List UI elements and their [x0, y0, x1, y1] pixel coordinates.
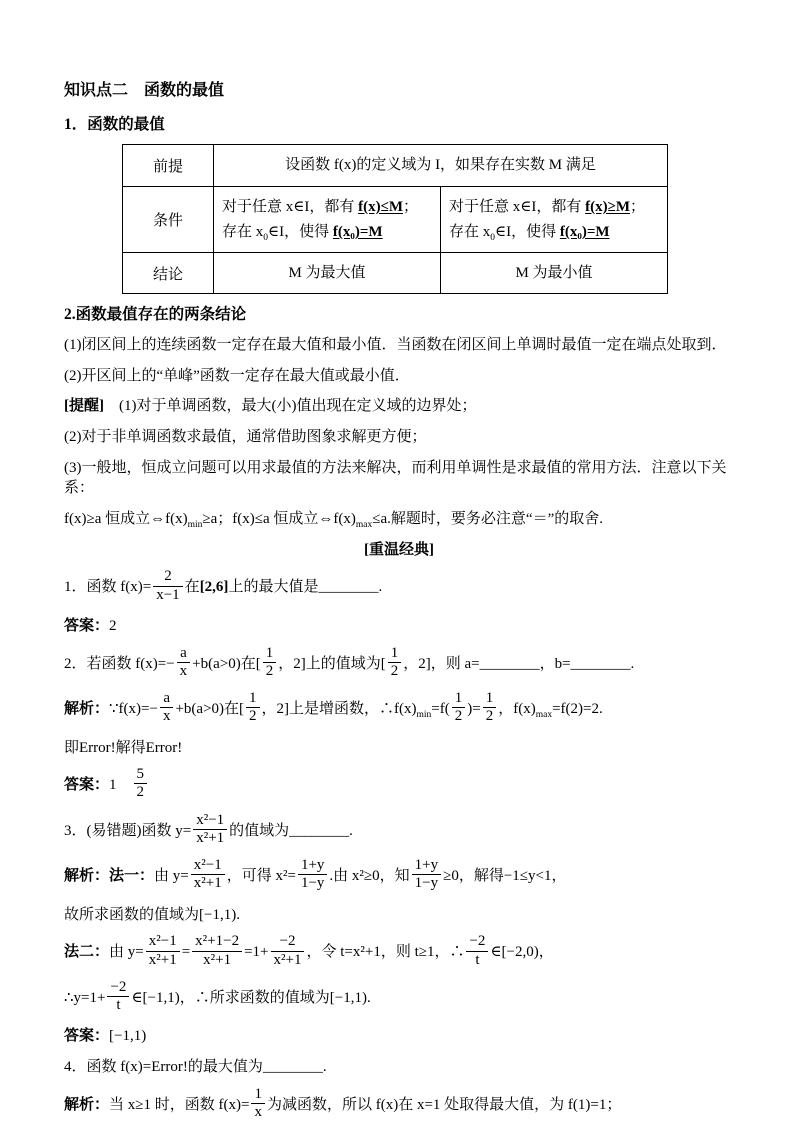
table-row [123, 186, 668, 253]
document-content [64, 80, 734, 1123]
fraction: $\frac{1}{2}$ [483, 690, 497, 726]
table-row [123, 145, 668, 186]
table-label-cell: 条件 [123, 186, 214, 253]
fraction: $\frac{-2}{\text{x²+1}}$ [271, 933, 305, 969]
conclusion-1: (1)闭区间上的连续函数一定存在最大值和最小值．当函数在闭区间上单调时最值一定在端点处取到． [64, 336, 727, 353]
fraction: $\frac{2}{x-1}$ [153, 568, 182, 604]
solution-3-method-2: 法二：由 y= $\frac{\text{x²−1}}{\text{x²+1}}$ = $\frac{\text{x²+1−2}}{\text{x²+1}}$ =1+ $\frac{-2}{\text{x²+1}}$ ，令 t=x²+1，则 t≥1，∴ $\frac{-2}{t}$ ∈[−2,0)， [64, 933, 554, 968]
section-title: 知识点二 函数的最值 [64, 82, 225, 99]
answer-3: 答案：[−1,1) [64, 1028, 147, 1045]
subsection-title-2: 2.函数最值存在的两条结论 [64, 306, 247, 324]
solution-2-error-line: 即Error!解得Error! [64, 739, 183, 756]
table-cell: M 为最大值 [214, 253, 441, 294]
answer-1: 答案：2 [64, 617, 117, 634]
table-cell: 对于任意 x∈I，都有 f(x)≤M； 存在 $x_0\in I$，使得 f(x₀)=M [214, 186, 441, 253]
question-2: 2．若函数 f(x)=− $\frac{a}{x}$ +b(a>0)在[ $\frac{1}{2}$ ，2]上的值域为[ $\frac{1}{2}$ ，2]，则 a=________，b=________. [64, 644, 635, 679]
solution-2: 解析：∵f(x)=− $\frac{a}{x}$ +b(a>0)在[ $\frac{1}{2}$ ，2]上是增函数，$\therefore f(x)_{min}=f$( $\frac{1}{2}$ )= $\frac{1}{2}$ ，$f(x)_{max}=f(2)=2$. [64, 690, 603, 725]
solution-4: 解析：当 x≥1 时，函数 f(x)= $\frac{1}{x}$ 为减函数，所以 f(x)在 x=1 处取得最大值，为 f(1)=1； [64, 1085, 622, 1121]
reminder-2: (2)对于非单调函数求最值，通常借助图象求解更方便； [64, 428, 427, 445]
fraction: $\frac{\text{x²−1}}{\text{x²+1}}$ [146, 933, 180, 969]
question-3: 3．(易错题)函数 y= $\frac{\text{x²−1}}{\text{x²+1}}$ 的值域为________. [64, 811, 353, 846]
fraction: $\frac{1}{2}$ [388, 645, 402, 681]
fraction: $\frac{1}{x}$ [251, 1086, 265, 1122]
fraction: $\frac{\text{x²−1}}{\text{x²+1}}$ [191, 857, 225, 893]
fraction: $\frac{-2}{t}$ [466, 933, 488, 969]
fraction: $\frac{a}{x}$ [160, 690, 174, 726]
subsection-title-1: 1．函数的最值 [64, 116, 165, 134]
question-4: 4．函数 f(x)=Error!的最大值为________. [64, 1059, 327, 1076]
table-cell: 设函数 f(x)的定义域为 I，如果存在实数 M 满足 [214, 145, 668, 186]
solution-3-method-2-result: ∴y=1+ $\frac{-2}{t}$ ∈[−1,1)，∴所求函数的值域为[−1,1). [64, 978, 371, 1014]
fraction: $\frac{\text{x²+1−2}}{\text{x²+1}}$ [192, 933, 242, 969]
fraction: $\frac{\text{x²−1}}{\text{x²+1}}$ [193, 812, 227, 848]
question-1: 1．函数 f(x)= $\frac{2}{x-1}$ 在[2,6]上的最大值是________. [64, 568, 383, 603]
fraction: $\frac{5}{2}$ [134, 766, 148, 802]
solution-3-method-1-result: 故所求函数的值域为[−1,1). [64, 906, 240, 923]
max-min-definition-table [122, 144, 668, 294]
classic-review-header: [重温经典] [364, 541, 434, 558]
table-cell: M 为最小值 [441, 253, 668, 294]
reminder-3-formula: f(x)≥a 恒成立$\Leftrightarrow f(x)_{min}\ge a$；f(x)≤a 恒成立$\Leftrightarrow f(x)_{max}\le a$.解题时，要务必注意“＝”的取舍. [64, 510, 603, 530]
fraction: $\frac{1}{2}$ [452, 690, 466, 726]
fraction: $\frac{1}{2}$ [246, 690, 260, 726]
fraction: $\frac{1+y}{1-y}$ [412, 857, 441, 893]
table-label-cell: 结论 [123, 253, 214, 294]
fraction: $\frac{-2}{t}$ [107, 979, 129, 1015]
reminder-1: [提醒] (1)对于单调函数，最大(小)值出现在定义域的边界处； [64, 398, 477, 415]
conclusion-2: (2)开区间上的“单峰”函数一定存在最大值或最小值． [64, 367, 410, 384]
answer-2: 答案：1 $\frac{5}{2}$ [64, 768, 734, 804]
table-label-cell: 前提 [123, 145, 214, 186]
fraction: $\frac{1}{2}$ [263, 645, 277, 681]
fraction: $\frac{a}{x}$ [177, 645, 191, 681]
solution-3-method-1: 解析：法一：由 y= $\frac{\text{x²−1}}{\text{x²+1}}$ ，可得 x²= $\frac{1+y}{1-y}$ .由 x²≥0，知 $\frac{1+y}{1-y}$ ≥0，解得−1≤y<1， [64, 857, 567, 892]
reminder-3: (3)一般地，恒成立问题可以用求最值的方法来解决，而利用单调性是求最值的常用方法．注意以下关系： [64, 459, 727, 497]
table-row [123, 253, 668, 294]
table-cell: 对于任意 x∈I，都有 f(x)≥M； 存在 $x_0\in I$，使得 f(x₀)=M [441, 186, 668, 253]
fraction: $\frac{1+y}{1-y}$ [298, 857, 327, 893]
